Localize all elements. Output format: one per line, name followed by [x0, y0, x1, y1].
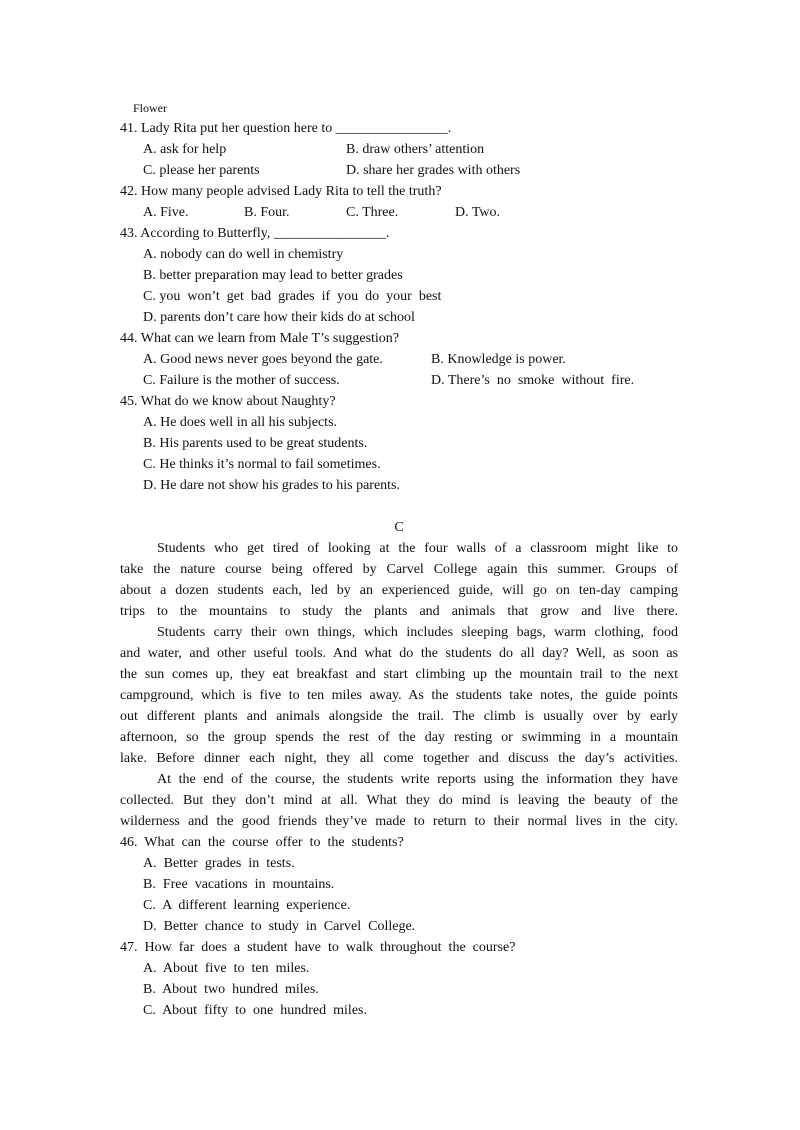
paragraph-1-line: take the nature course being offered by Carvel College again this summer. Groups of [120, 562, 678, 577]
paragraph-2-line: lake. Before dinner each night, they all come together and discuss the day’s activities. [120, 751, 678, 766]
q46-option-c: C. A different learning experience. [143, 898, 351, 913]
q41-option-b: B. draw others’ attention [346, 142, 485, 157]
paragraph-2-line: and water, and other useful tools. And what do the students do all day? Well, as soon as [120, 646, 678, 661]
q42-option-a: A. Five. [143, 205, 189, 220]
paragraph-2-line: campground, which is five to ten miles away. As the students take notes, the guide points [120, 688, 678, 703]
question-43-stem: 43. According to Butterfly, ________________. [120, 226, 390, 241]
q43-option-b: B. better preparation may lead to better grades [143, 268, 403, 283]
q44-option-b: B. Knowledge is power. [431, 352, 566, 367]
q46-option-a: A. Better grades in tests. [143, 856, 295, 871]
question-45-stem: 45. What do we know about Naughty? [120, 394, 336, 409]
q42-option-b: B. Four. [244, 205, 290, 220]
q41-option-c: C. please her parents [143, 163, 260, 178]
q45-option-d: D. He dare not show his grades to his parents. [143, 478, 401, 493]
q46-option-d: D. Better chance to study in Carvel College. [143, 919, 416, 934]
paragraph-1-line: Students who get tired of looking at the four walls of a classroom might like to [157, 541, 678, 556]
q47-option-b: B. About two hundred miles. [143, 982, 319, 997]
q45-option-a: A. He does well in all his subjects. [143, 415, 338, 430]
paragraph-3-line: At the end of the course, the students write reports using the information they have [157, 772, 678, 787]
q46-option-b: B. Free vacations in mountains. [143, 877, 335, 892]
paragraph-2-line: the sun comes up, they eat breakfast and start climbing up the mountain trail to the next [120, 667, 678, 682]
q45-option-b: B. His parents used to be great students. [143, 436, 368, 451]
q41-option-a: A. ask for help [143, 142, 227, 157]
question-47-stem: 47. How far does a student have to walk throughout the course? [120, 940, 516, 955]
paragraph-3-line: collected. But they don’t mind at all. What they do mind is leaving the beauty of the [120, 793, 678, 808]
q42-option-d: D. Two. [455, 205, 501, 220]
q44-option-a: A. Good news never goes beyond the gate. [143, 352, 383, 367]
q41-option-d: D. share her grades with others [346, 163, 521, 178]
question-42-stem: 42. How many people advised Lady Rita to tell the truth? [120, 184, 442, 199]
section-c-heading: C [394, 520, 404, 535]
q44-option-d: D. There’s no smoke without fire. [431, 373, 635, 388]
q43-option-a: A. nobody can do well in chemistry [143, 247, 344, 262]
q45-option-c: C. He thinks it’s normal to fail sometimes. [143, 457, 381, 472]
question-46-stem: 46. What can the course offer to the students? [120, 835, 404, 850]
q47-option-a: A. About five to ten miles. [143, 961, 310, 976]
q42-option-c: C. Three. [346, 205, 399, 220]
paragraph-2-line: afternoon, so the group spends the rest of the day resting or swimming in a mountain [120, 730, 678, 745]
q43-option-d: D. parents don’t care how their kids do at school [143, 310, 415, 325]
q44-option-c: C. Failure is the mother of success. [143, 373, 340, 388]
paragraph-2-line: out different plants and animals alongside the trail. The climb is usually over by early [120, 709, 678, 724]
paragraph-2-line: Students carry their own things, which includes sleeping bags, warm clothing, food [157, 625, 678, 640]
question-41-stem: 41. Lady Rita put her question here to ________________. [120, 121, 452, 136]
question-44-stem: 44. What can we learn from Male T’s suggestion? [120, 331, 400, 346]
paragraph-1-line: about a dozen students each, led by an experienced guide, will go on ten-day camping [120, 583, 678, 598]
paragraph-3-line: wilderness and the good friends they’ve made to return to their normal lives in the city. [120, 814, 678, 829]
paragraph-1-line: trips to the mountains to study the plants and animals that grow and live there. [120, 604, 678, 619]
q47-option-c: C. About fifty to one hundred miles. [143, 1003, 367, 1018]
header-fragment: Flower [133, 101, 167, 115]
q43-option-c: C. you won’t get bad grades if you do your best [143, 289, 442, 304]
